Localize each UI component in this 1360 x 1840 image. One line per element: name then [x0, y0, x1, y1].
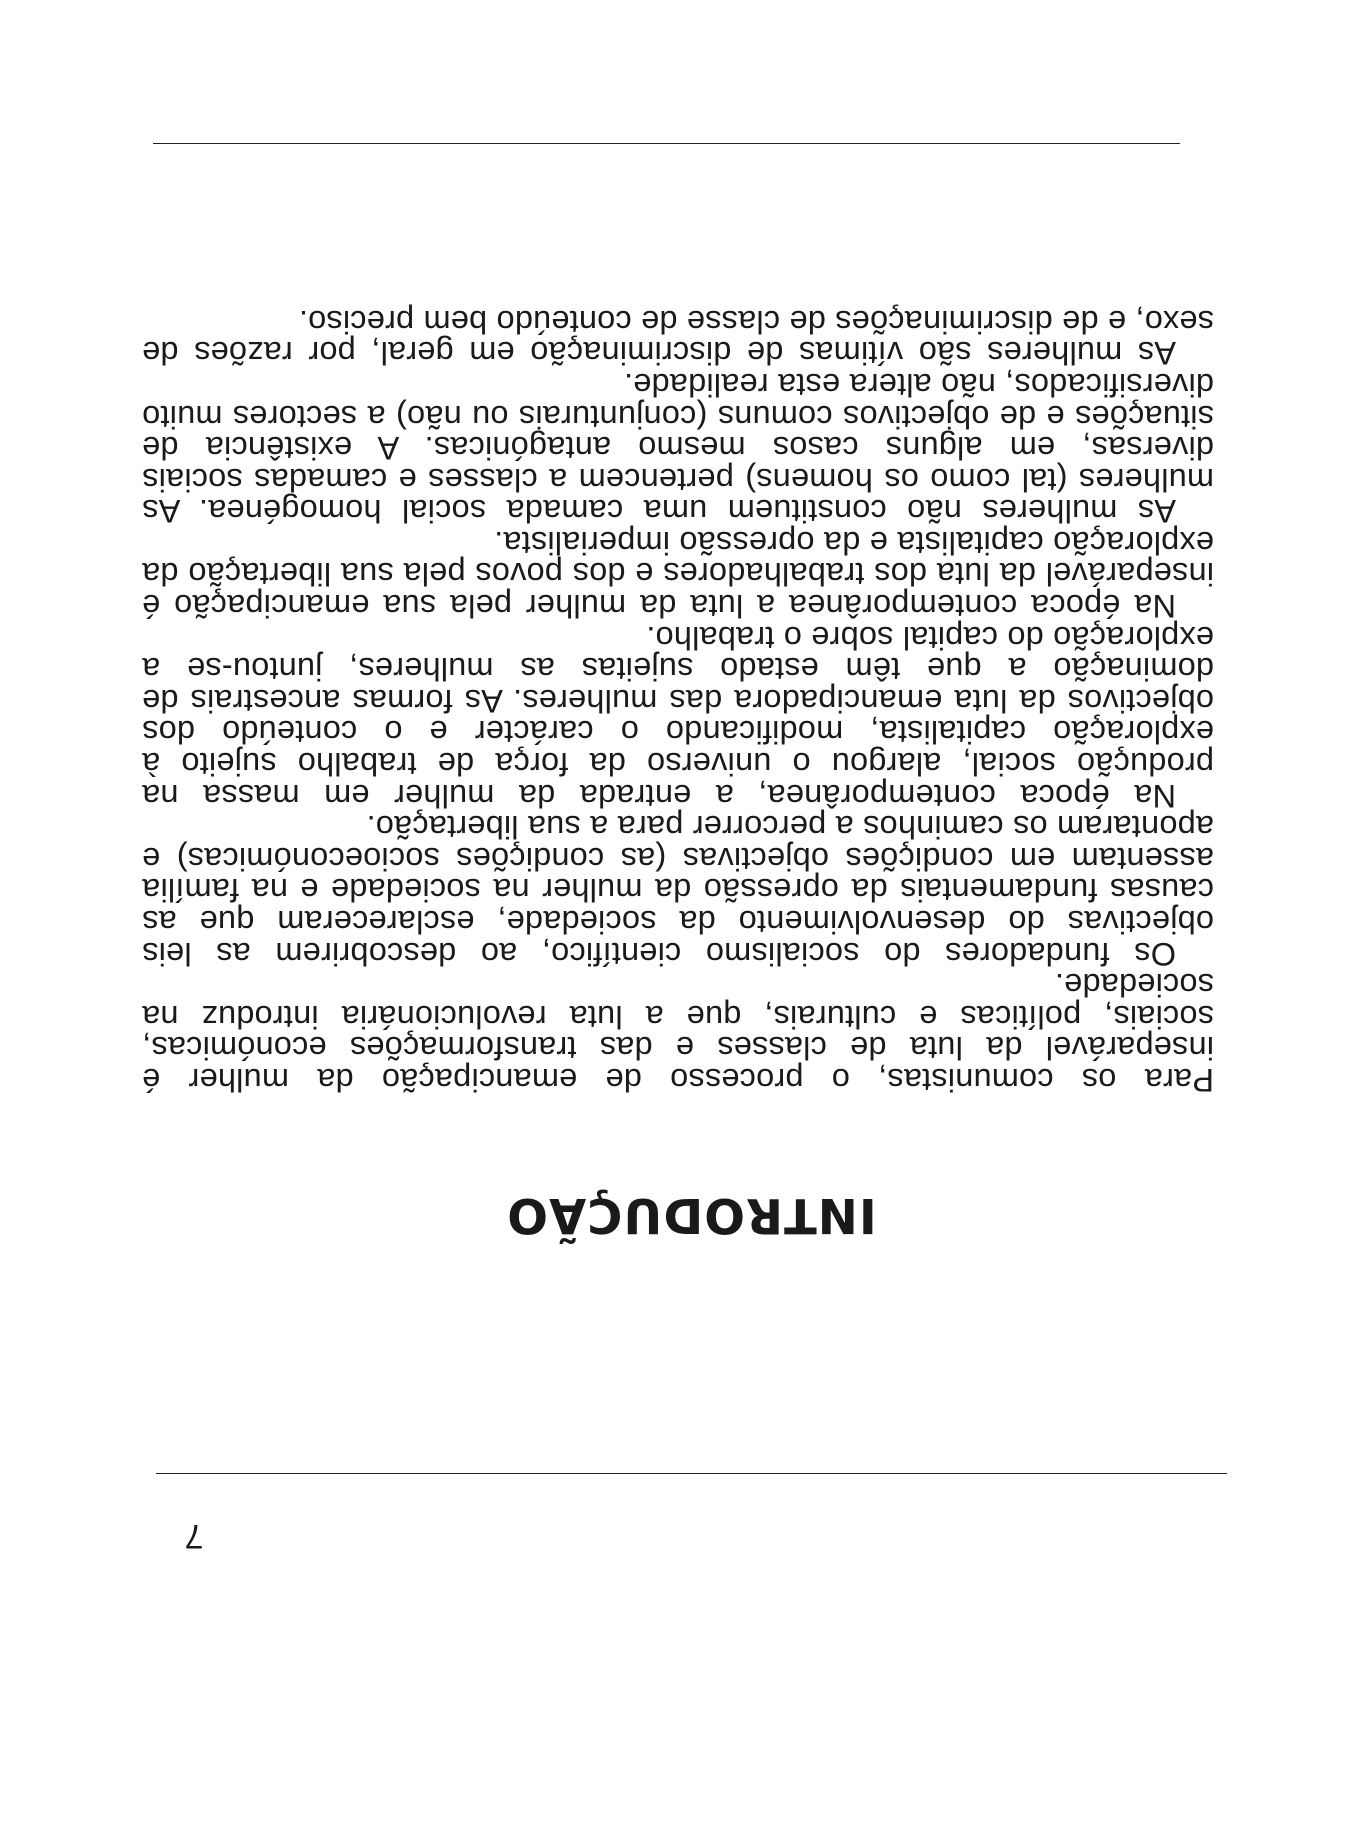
- page-number: 7: [184, 1517, 204, 1555]
- top-rule: [156, 1473, 1227, 1474]
- paragraph: Para os comunistas, o processo de emancipação da mulher é inseparável da luta de classes e das transformações económicas, sociais, políticas e culturais, que a luta revolucionária introduz na sociedade.: [142, 967, 1214, 1098]
- paragraph: Os fundadores do socialismo científico, ao descobrirem as leis objectivas do desenvolvimento da sociedade, esclareceram que as causas fundamentais da opressão da mulher na sociedade e na família assentam em condições objectivas (as condições socioeconómicas) e apontaram os caminhos a percorrer para a sua libertação.: [142, 809, 1214, 972]
- bottom-rule: [153, 143, 1180, 144]
- body-text: [142, 303, 1214, 1098]
- paragraph: Na época contemporânea, a entrada da mulher em massa na produção social, alargou o universo da força de trabalho sujeito à exploração capitalista, modificando o carácter e o conteúdo dos objectivos da luta emancipadora das mulheres. As formas ancestrais de dominação a que têm estado sujeitas as mulheres, juntou-se a exploração do capital sobre o trabalho.: [142, 619, 1214, 814]
- chapter-title: INTRODUÇÃO: [506, 1187, 877, 1243]
- paragraph: Na época contemporânea a luta da mulher pela sua emancipação é inseparável da luta dos trabalhadores e dos povos pela sua libertação da exploração capitalista e da opressão imperialista.: [142, 524, 1214, 625]
- paragraph: As mulheres são vítimas de discriminação em geral, por razões de sexo, e de discriminações de classe de conteúdo bem preciso.: [142, 303, 1214, 372]
- paragraph: As mulheres não constituem uma camada social homogénea. As mulheres (tal como os homens) pertencem a classes e camadas sociais diversas, em alguns casos mesmo antagónicas. A existência de situações e de objectivos comuns (conjunturais ou não) a sectores muito diversificados, não altera esta realidade.: [142, 366, 1214, 530]
